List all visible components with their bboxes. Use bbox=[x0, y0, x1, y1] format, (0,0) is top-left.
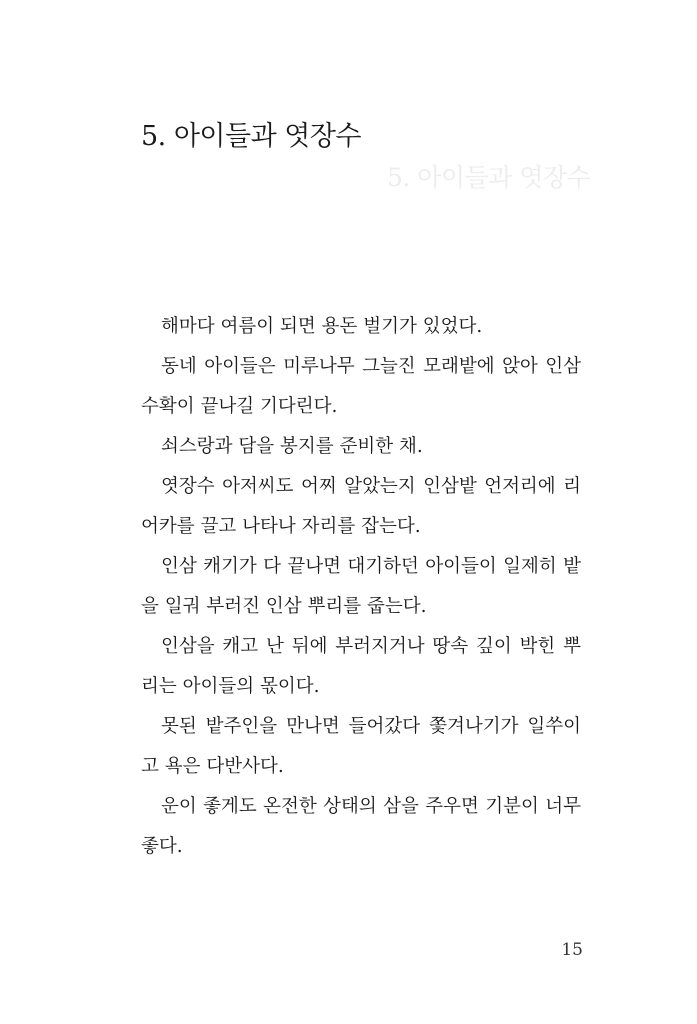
chapter-subtitle-watermark: 5. 아이들과 엿장수 bbox=[387, 163, 591, 192]
paragraph: 운이 좋게도 온전한 상태의 삼을 주우면 기분이 너무 좋다. bbox=[141, 796, 581, 857]
paragraph: 인삼 캐기가 다 끝나면 대기하던 아이들이 일제히 밭을 일궈 부러진 인삼 뿌리를 줍는다. bbox=[141, 556, 581, 617]
paragraph: 동네 아이들은 미루나무 그늘진 모래밭에 앉아 인삼 수확이 끝나길 기다린다. bbox=[141, 356, 581, 417]
paragraph: 쇠스랑과 담을 봉지를 준비한 채. bbox=[161, 436, 423, 457]
body-text bbox=[141, 307, 581, 867]
paragraph: 해마다 여름이 되면 용돈 벌기가 있었다. bbox=[161, 316, 483, 337]
paragraph: 못된 밭주인을 만나면 들어갔다 쫓겨나기가 일쑤이고 욕은 다반사다. bbox=[141, 716, 581, 777]
paragraph: 엿장수 아저씨도 어찌 알았는지 인삼밭 언저리에 리어카를 끌고 나타나 자리를 잡는다. bbox=[141, 476, 581, 537]
chapter-title: 5. 아이들과 엿장수 bbox=[141, 121, 361, 152]
paragraph: 인삼을 캐고 난 뒤에 부러지거나 땅속 깊이 박힌 뿌리는 아이들의 몫이다. bbox=[141, 636, 581, 697]
page-number: 15 bbox=[561, 940, 583, 960]
